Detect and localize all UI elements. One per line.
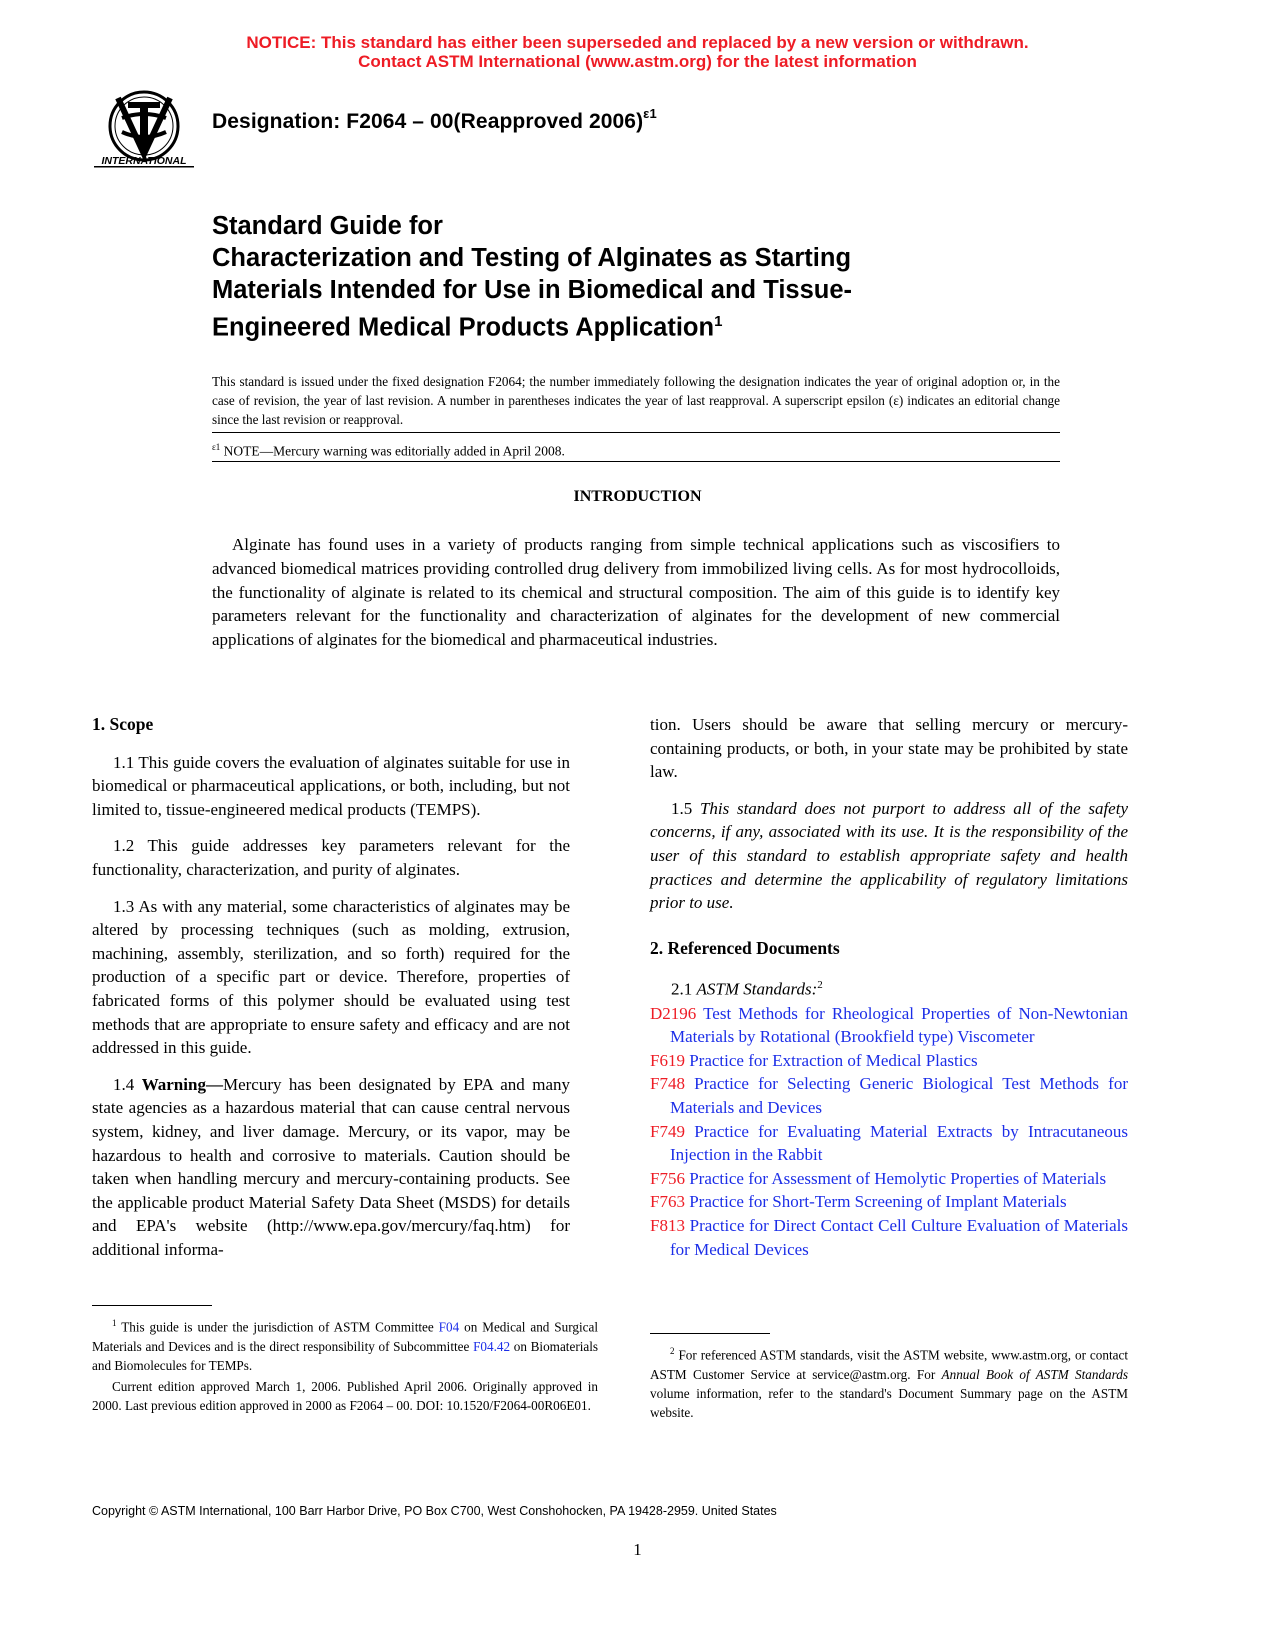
- reference-code[interactable]: F813: [650, 1215, 685, 1235]
- scope-1-3: 1.3 As with any material, some characteristics of alginates may be altered by processing techniques (such as molding, extrusion, machining, assembly, sterilization, and so forth) required for the production of a specific part or device. Therefore, properties of fabricated forms of this polymer should be evaluated using test methods that are appropriate to ensure safety and efficacy and are not addressed in this guide.: [92, 896, 570, 1058]
- reference-list: [650, 1002, 1128, 1262]
- document-title: [212, 210, 1032, 344]
- astm-logo: [92, 88, 202, 180]
- scope-1-5-num: 1.5: [671, 798, 693, 818]
- scope-1-5-text: This standard does not purport to address all of the safety concerns, if any, associated with its use. It is the responsibility of the user of this standard to establish appropriate safety and health practices and determine the applicability of regulatory limitations prior to use.: [650, 798, 1128, 913]
- designation: [212, 108, 657, 134]
- footnote-1-c: on Biomaterials and Biomolecules for TEMPs.: [92, 1338, 599, 1373]
- title-line-4-text: Engineered Medical Products Application: [212, 313, 715, 342]
- sub-label: ASTM Standards:: [696, 980, 818, 999]
- footnote-2: [650, 1342, 1128, 1422]
- logo-text: INTERNATIONAL: [101, 155, 187, 167]
- right-column: [650, 713, 1128, 1261]
- epsilon-note-sup: ε1: [212, 442, 221, 452]
- footnote-rule: [650, 1333, 770, 1334]
- reference-item[interactable]: [650, 1190, 1128, 1214]
- scope-1-4-continued: tion. Users should be aware that selling mercury or mercury-containing products, or both, in your state may be prohibited by state law.: [650, 715, 1128, 782]
- issued-statement: This standard is issued under the fixed designation F2064; the number immediately following the designation indicates the year of original adoption or, in the case of revision, the year of last revision. A number in parentheses indicates the year of last reapproval. A superscript epsilon (ε) indicates an editorial change since the last revision or reapproval.: [212, 374, 1060, 427]
- reference-code[interactable]: D2196: [650, 1003, 697, 1023]
- footnote-1-b: on Medical and Surgical Materials and Devices and is the direct responsibility of Subcommittee: [92, 1319, 599, 1354]
- scope-1-1: 1.1 This guide covers the evaluation of alginates suitable for use in biomedical or pharmaceutical applications, or both, including, but not limited to, tissue-engineered medical products (TEMPS).: [92, 752, 570, 819]
- reference-title[interactable]: Practice for Assessment of Hemolytic Properties of Materials: [689, 1168, 1107, 1188]
- subcommittee-link[interactable]: F04.42: [473, 1338, 511, 1354]
- footnote-1-sup: 1: [112, 1318, 117, 1328]
- warning-label: Warning—: [141, 1074, 223, 1094]
- designation-text: Designation: F2064 – 00(Reapproved 2006): [212, 110, 644, 133]
- reference-item[interactable]: [650, 1167, 1128, 1191]
- sub-num: 2.1: [671, 980, 693, 999]
- reference-code[interactable]: F749: [650, 1121, 685, 1141]
- footnote-1: [92, 1314, 598, 1415]
- notice-line-2: Contact ASTM International (www.astm.org) for the latest information: [358, 52, 917, 71]
- reference-item[interactable]: [650, 1002, 1128, 1049]
- title-line-2: Characterization and Testing of Alginates as Starting: [212, 244, 852, 272]
- reference-code[interactable]: F748: [650, 1074, 685, 1094]
- scope-heading: 1. Scope: [92, 714, 154, 734]
- reference-code[interactable]: F619: [650, 1050, 685, 1070]
- committee-link[interactable]: F04: [438, 1319, 460, 1335]
- title-line-3: Materials Intended for Use in Biomedical and Tissue-: [212, 276, 853, 304]
- footnote-rule: [92, 1305, 212, 1306]
- reference-title[interactable]: Practice for Selecting Generic Biological Test Methods for Materials and Devices: [670, 1074, 1128, 1117]
- copyright: Copyright © ASTM International, 100 Barr Harbor Drive, PO Box C700, West Conshohocken, PA 19428-2959. United States: [92, 1504, 777, 1518]
- introduction-heading: INTRODUCTION: [573, 488, 702, 505]
- title-line-1: Standard Guide for: [212, 212, 443, 240]
- astm-logo-icon: [92, 88, 202, 180]
- footnote-2-sup: 2: [670, 1346, 675, 1356]
- footnote-1-edition: Current edition approved March 1, 2006. Published April 2006. Originally approved in 2000. Last previous edition approved in 2000 as F2064 – 00. DOI: 10.1520/F2064-00R06E01.: [92, 1379, 598, 1414]
- page-number: 1: [633, 1540, 642, 1559]
- reference-title[interactable]: Test Methods for Rheological Properties of Non-Newtonian Materials by Rotational (Brookfield type) Viscometer: [670, 1003, 1129, 1047]
- reference-item[interactable]: [650, 1214, 1128, 1261]
- footnote-1-body: [92, 1314, 598, 1375]
- footnote-2-a: For referenced ASTM standards, visit the ASTM website, www.astm.org, or contact ASTM Customer Service at service@astm.org. For: [650, 1347, 1128, 1382]
- reference-title[interactable]: Practice for Short-Term Screening of Implant Materials: [689, 1192, 1067, 1212]
- reference-item[interactable]: [650, 1049, 1128, 1073]
- title-line-4: [212, 306, 1032, 344]
- scope-1-4: [92, 1073, 570, 1262]
- reference-item[interactable]: [650, 1072, 1128, 1119]
- scope-1-5: [650, 797, 1128, 915]
- reference-code[interactable]: F756: [650, 1168, 685, 1188]
- epsilon-note: [212, 442, 565, 460]
- scope-1-4-num: 1.4: [113, 1074, 135, 1094]
- sub-sup: 2: [817, 979, 823, 992]
- reference-code[interactable]: F763: [650, 1192, 685, 1212]
- footnote-1-a: This guide is under the jurisdiction of ASTM Committee: [121, 1319, 434, 1335]
- reference-title[interactable]: Practice for Evaluating Material Extracts by Intracutaneous Injection in the Rabbit: [670, 1121, 1129, 1165]
- footnote-2-italic: Annual Book of ASTM Standards: [941, 1366, 1128, 1382]
- epsilon-note-text: NOTE—Mercury warning was editorially added in April 2008.: [223, 443, 565, 459]
- scope-1-2: 1.2 This guide addresses key parameters relevant for the functionality, characterization, and purity of alginates.: [92, 836, 570, 879]
- introduction-text: Alginate has found uses in a variety of products ranging from simple technical applications such as viscosifiers to advanced biomedical matrices providing controlled drug delivery from immobilized living cells. As for most hydrocolloids, the functionality of alginate is related to its chemical and structural composition. The aim of this guide is to identify key parameters relevant for the functionality and characterization of alginates for the development of new commercial applications of alginates for the biomedical and pharmaceutical industries.: [212, 535, 1060, 650]
- reference-item[interactable]: [650, 1120, 1128, 1167]
- astm-standards-subheading: [650, 974, 1128, 1001]
- title-sup: 1: [714, 313, 723, 330]
- left-column: [92, 713, 570, 1274]
- notice-line-1: NOTICE: This standard has either been superseded and replaced by a new version or withdrawn.: [246, 33, 1029, 52]
- footnote-2-b: volume information, refer to the standard's Document Summary page on the ASTM website.: [650, 1385, 1128, 1420]
- designation-sup: ε1: [643, 106, 657, 121]
- reference-title[interactable]: Practice for Extraction of Medical Plastics: [689, 1050, 978, 1070]
- scope-1-4-text: Mercury has been designated by EPA and many state agencies as a hazardous material that can cause central nervous system, kidney, and liver damage. Mercury, or its vapor, may be hazardous to health and corrosive to materials. Caution should be taken when handling mercury and mercury-containing products. See the applicable product Material Safety Data Sheet (MSDS) for details and EPA's website (http://www.epa.gov/mercury/faq.htm) for additional informa-: [92, 1074, 570, 1259]
- reference-title[interactable]: Practice for Direct Contact Cell Culture Evaluation of Materials for Medical Devices: [670, 1215, 1129, 1259]
- divider: [212, 432, 1060, 433]
- divider: [212, 461, 1060, 462]
- references-heading: 2. Referenced Documents: [650, 937, 840, 958]
